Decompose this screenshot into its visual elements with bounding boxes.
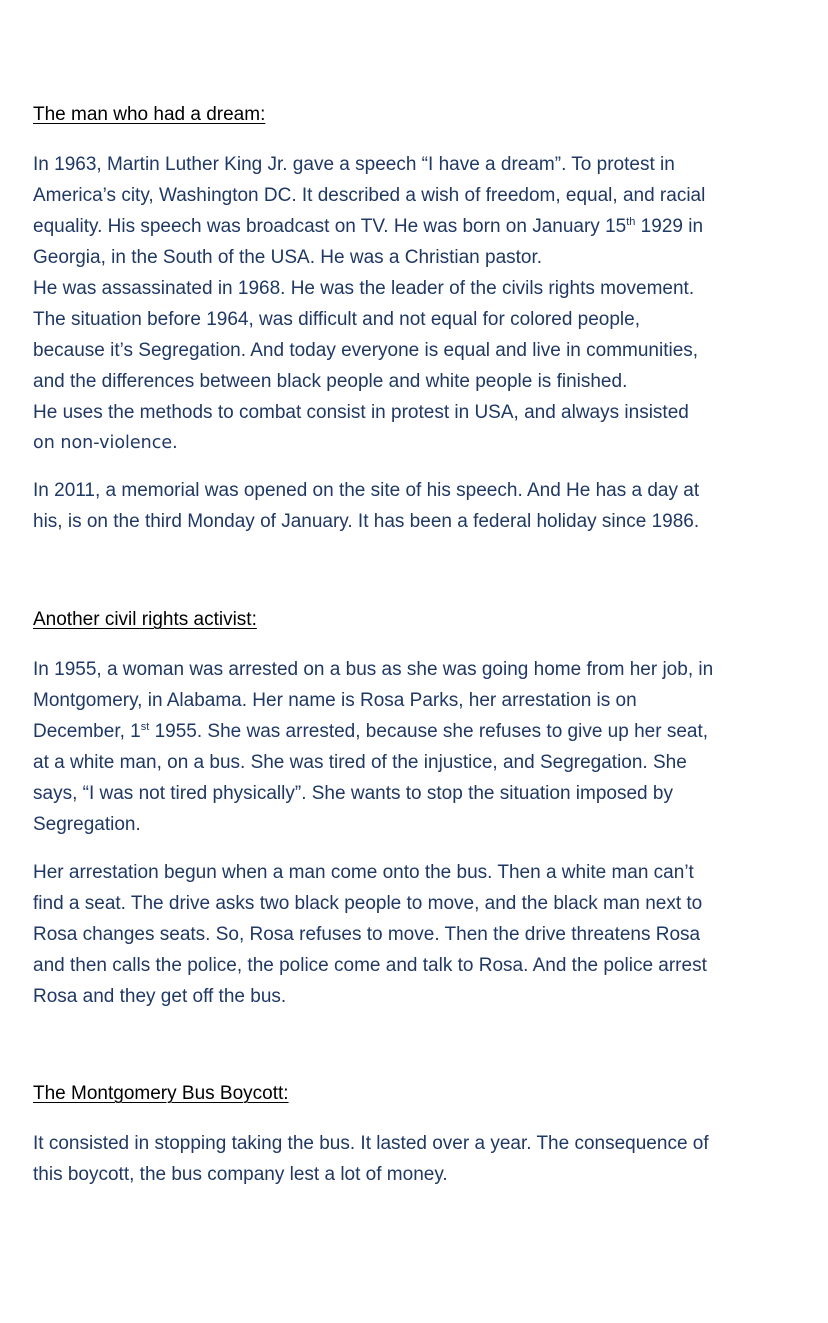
text-line: says, “I was not tired physically”. She wants to stop the situation imposed by — [33, 783, 673, 804]
paragraph-rosa-parks-events — [33, 857, 813, 1012]
paragraph-bus-boycott — [33, 1128, 813, 1190]
text-line: Rosa and they get off the bus. — [33, 986, 287, 1007]
text-line: In 1963, Martin Luther King Jr. gave a speech “I have a dream”. To protest in — [33, 154, 675, 175]
text-line: Georgia, in the South of the USA. He was a Christian pastor. — [33, 247, 543, 268]
text-line: at a white man, on a bus. She was tired of the injustice, and Segregation. She — [33, 752, 687, 773]
paragraph-rosa-parks-arrest — [33, 654, 813, 840]
section-heading-dream: The man who had a dream: — [33, 104, 266, 125]
text-line: this boycott, the bus company lest a lot of money. — [33, 1164, 448, 1185]
text-line: America’s city, Washington DC. It described a wish of freedom, equal, and racial — [33, 185, 706, 206]
paragraph-mlk-memorial — [33, 475, 813, 537]
text-line: on non-violence. — [33, 433, 178, 453]
text-line: In 1955, a woman was arrested on a bus as she was going home from her job, in — [33, 659, 714, 680]
section-heading-boycott: The Montgomery Bus Boycott: — [33, 1083, 289, 1104]
text-segment: 1929 in — [635, 216, 704, 237]
text-line: He uses the methods to combat consist in protest in USA, and always insisted — [33, 402, 689, 423]
text-segment: December, 1 — [33, 721, 141, 742]
text-line: find a seat. The drive asks two black people to move, and the black man next to — [33, 893, 703, 914]
text-segment: 1955. She was arrested, because she refuses to give up her seat, — [149, 721, 709, 742]
text-line: his, is on the third Monday of January. It has been a federal holiday since 1986. — [33, 511, 700, 532]
paragraph-mlk-biography — [33, 149, 813, 459]
text-line: He was assassinated in 1968. He was the leader of the civils rights movement. — [33, 278, 695, 299]
text-segment: equality. His speech was broadcast on TV. He was born on January 15 — [33, 216, 627, 237]
text-line: Segregation. — [33, 814, 141, 835]
text-line: because it’s Segregation. And today everyone is equal and live in communities, — [33, 340, 699, 361]
text-line — [33, 211, 813, 242]
text-line: and the differences between black people and white people is finished. — [33, 371, 628, 392]
text-line: Montgomery, in Alabama. Her name is Rosa Parks, her arrestation is on — [33, 690, 637, 711]
ordinal-suffix: st — [140, 721, 150, 733]
text-line: It consisted in stopping taking the bus. It lasted over a year. The consequence of — [33, 1133, 709, 1154]
section-heading-activist: Another civil rights activist: — [33, 609, 257, 630]
text-line: and then calls the police, the police come and talk to Rosa. And the police arrest — [33, 955, 707, 976]
text-line: The situation before 1964, was difficult and not equal for colored people, — [33, 309, 640, 330]
text-line: Rosa changes seats. So, Rosa refuses to move. Then the drive threatens Rosa — [33, 924, 701, 945]
text-line: Her arrestation begun when a man come onto the bus. Then a white man can’t — [33, 862, 694, 883]
text-line: In 2011, a memorial was opened on the site of his speech. And He has a day at — [33, 480, 700, 501]
ordinal-suffix: th — [626, 216, 636, 228]
text-line — [33, 716, 813, 747]
